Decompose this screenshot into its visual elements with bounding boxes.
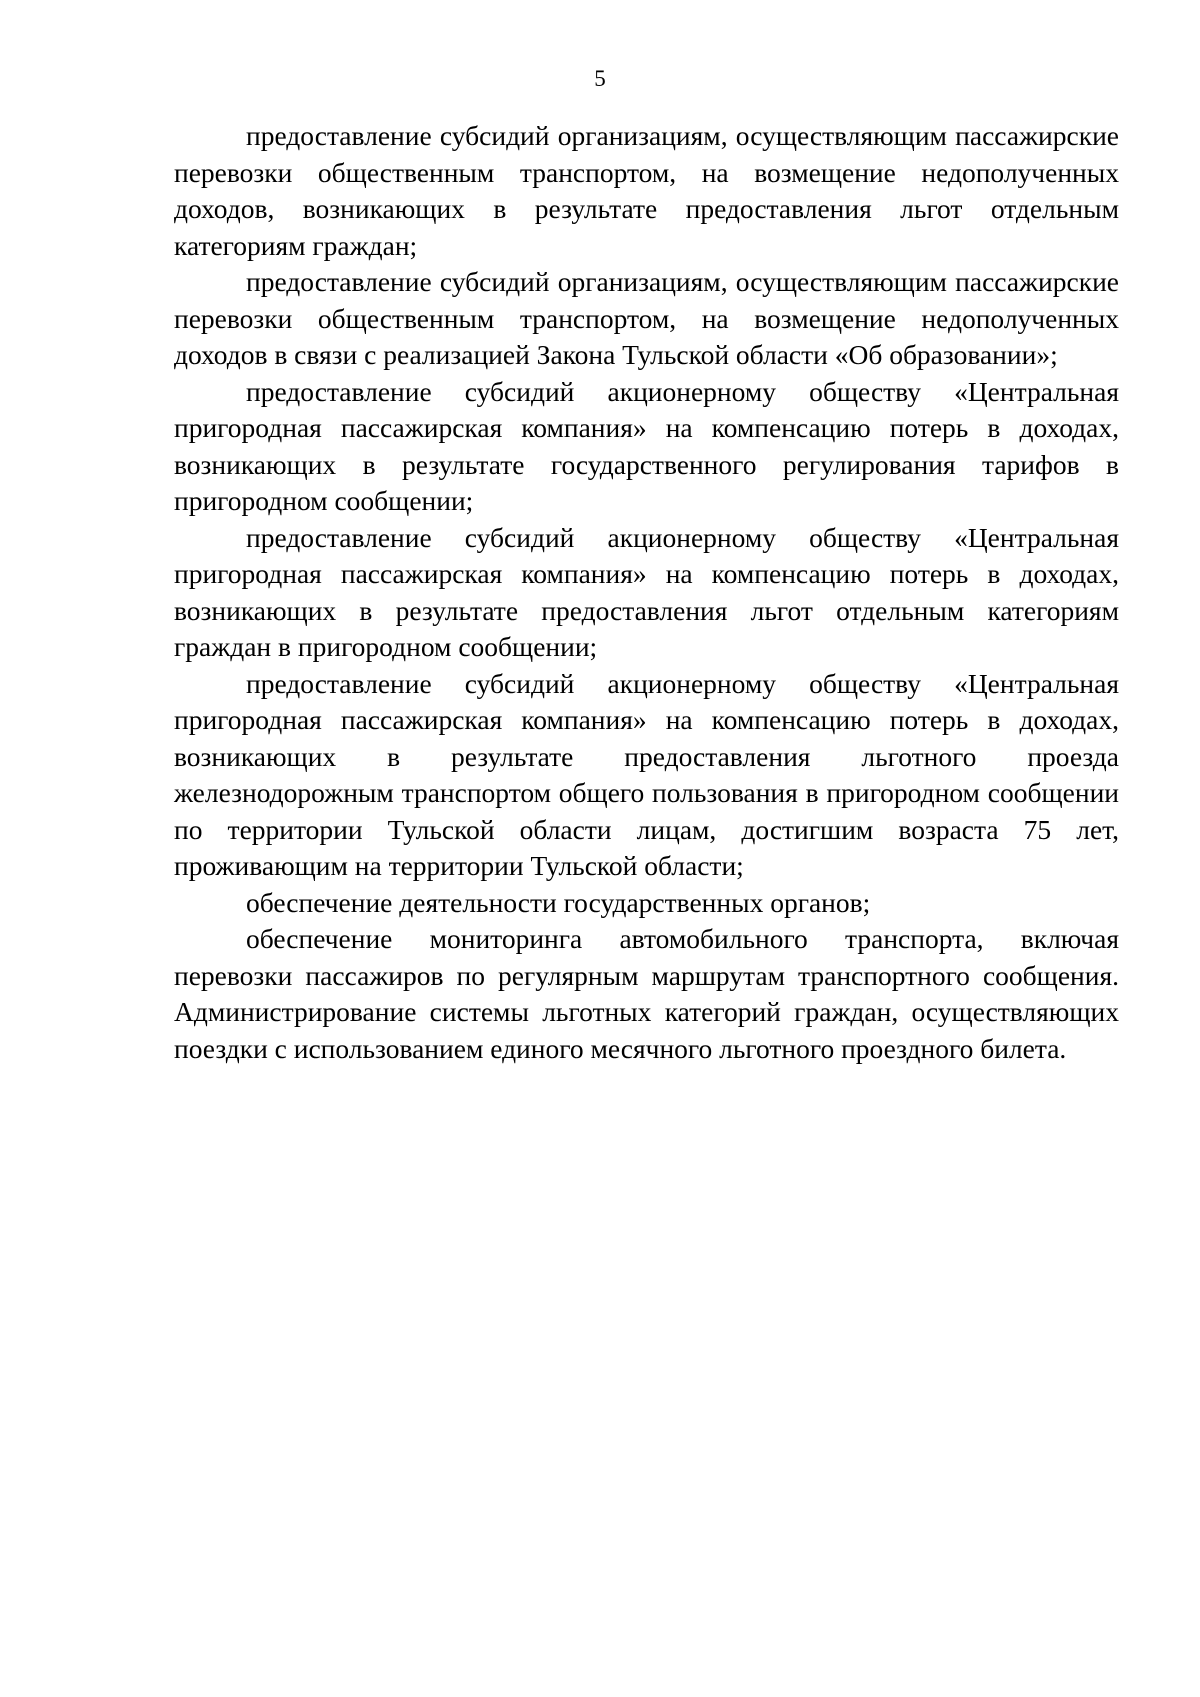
paragraph-subsidy-education-law: предоставление субсидий организациям, осуществляющим пассажирские перевозки общественным транспортом, на возмещение недополученных доходов в связи с реализацией Закона Тульской области «Об образовании»; bbox=[174, 266, 1119, 370]
paragraph-subsidy-transport-benefits: предоставление субсидий организациям, осуществляющим пассажирские перевозки общественным транспортом, на возмещение недополученных доходов, возникающих в результате предоставления льгот отдельным категориям граждан; bbox=[174, 120, 1119, 261]
paragraph-subsidy-suburban-benefits: предоставление субсидий акционерному обществу «Центральная пригородная пассажирская компания» на компенсацию потерь в доходах, возникающих в результате предоставления льгот отдельным категориям граждан в пригородном сообщении; bbox=[174, 521, 1119, 662]
page-number: 5 bbox=[594, 66, 606, 91]
paragraph-transport-monitoring: обеспечение мониторинга автомобильного транспорта, включая перевозки пассажиров по регулярным маршрутам транспортного сообщения. Администрирование системы льготных категорий граждан, осуществляющих поездки с использованием единого месячного льготного проездного билета. bbox=[174, 923, 1119, 1064]
paragraph-state-bodies: обеспечение деятельности государственных органов; bbox=[246, 886, 871, 918]
document-body bbox=[174, 118, 1119, 1067]
paragraph-subsidy-tariff-regulation: предоставление субсидий акционерному обществу «Центральная пригородная пассажирская компания» на компенсацию потерь в доходах, возникающих в результате государственного регулирования тарифов в пригородном сообщении; bbox=[174, 375, 1119, 516]
paragraph-subsidy-elderly-travel: предоставление субсидий акционерному обществу «Центральная пригородная пассажирская компания» на компенсацию потерь в доходах, возникающих в результате предоставления льготного проезда железнодорожным транспортом общего пользования в пригородном сообщении по территории Тульской области лицам, достигшим возраста 75 лет, проживающим на территории Тульской области; bbox=[174, 667, 1119, 881]
